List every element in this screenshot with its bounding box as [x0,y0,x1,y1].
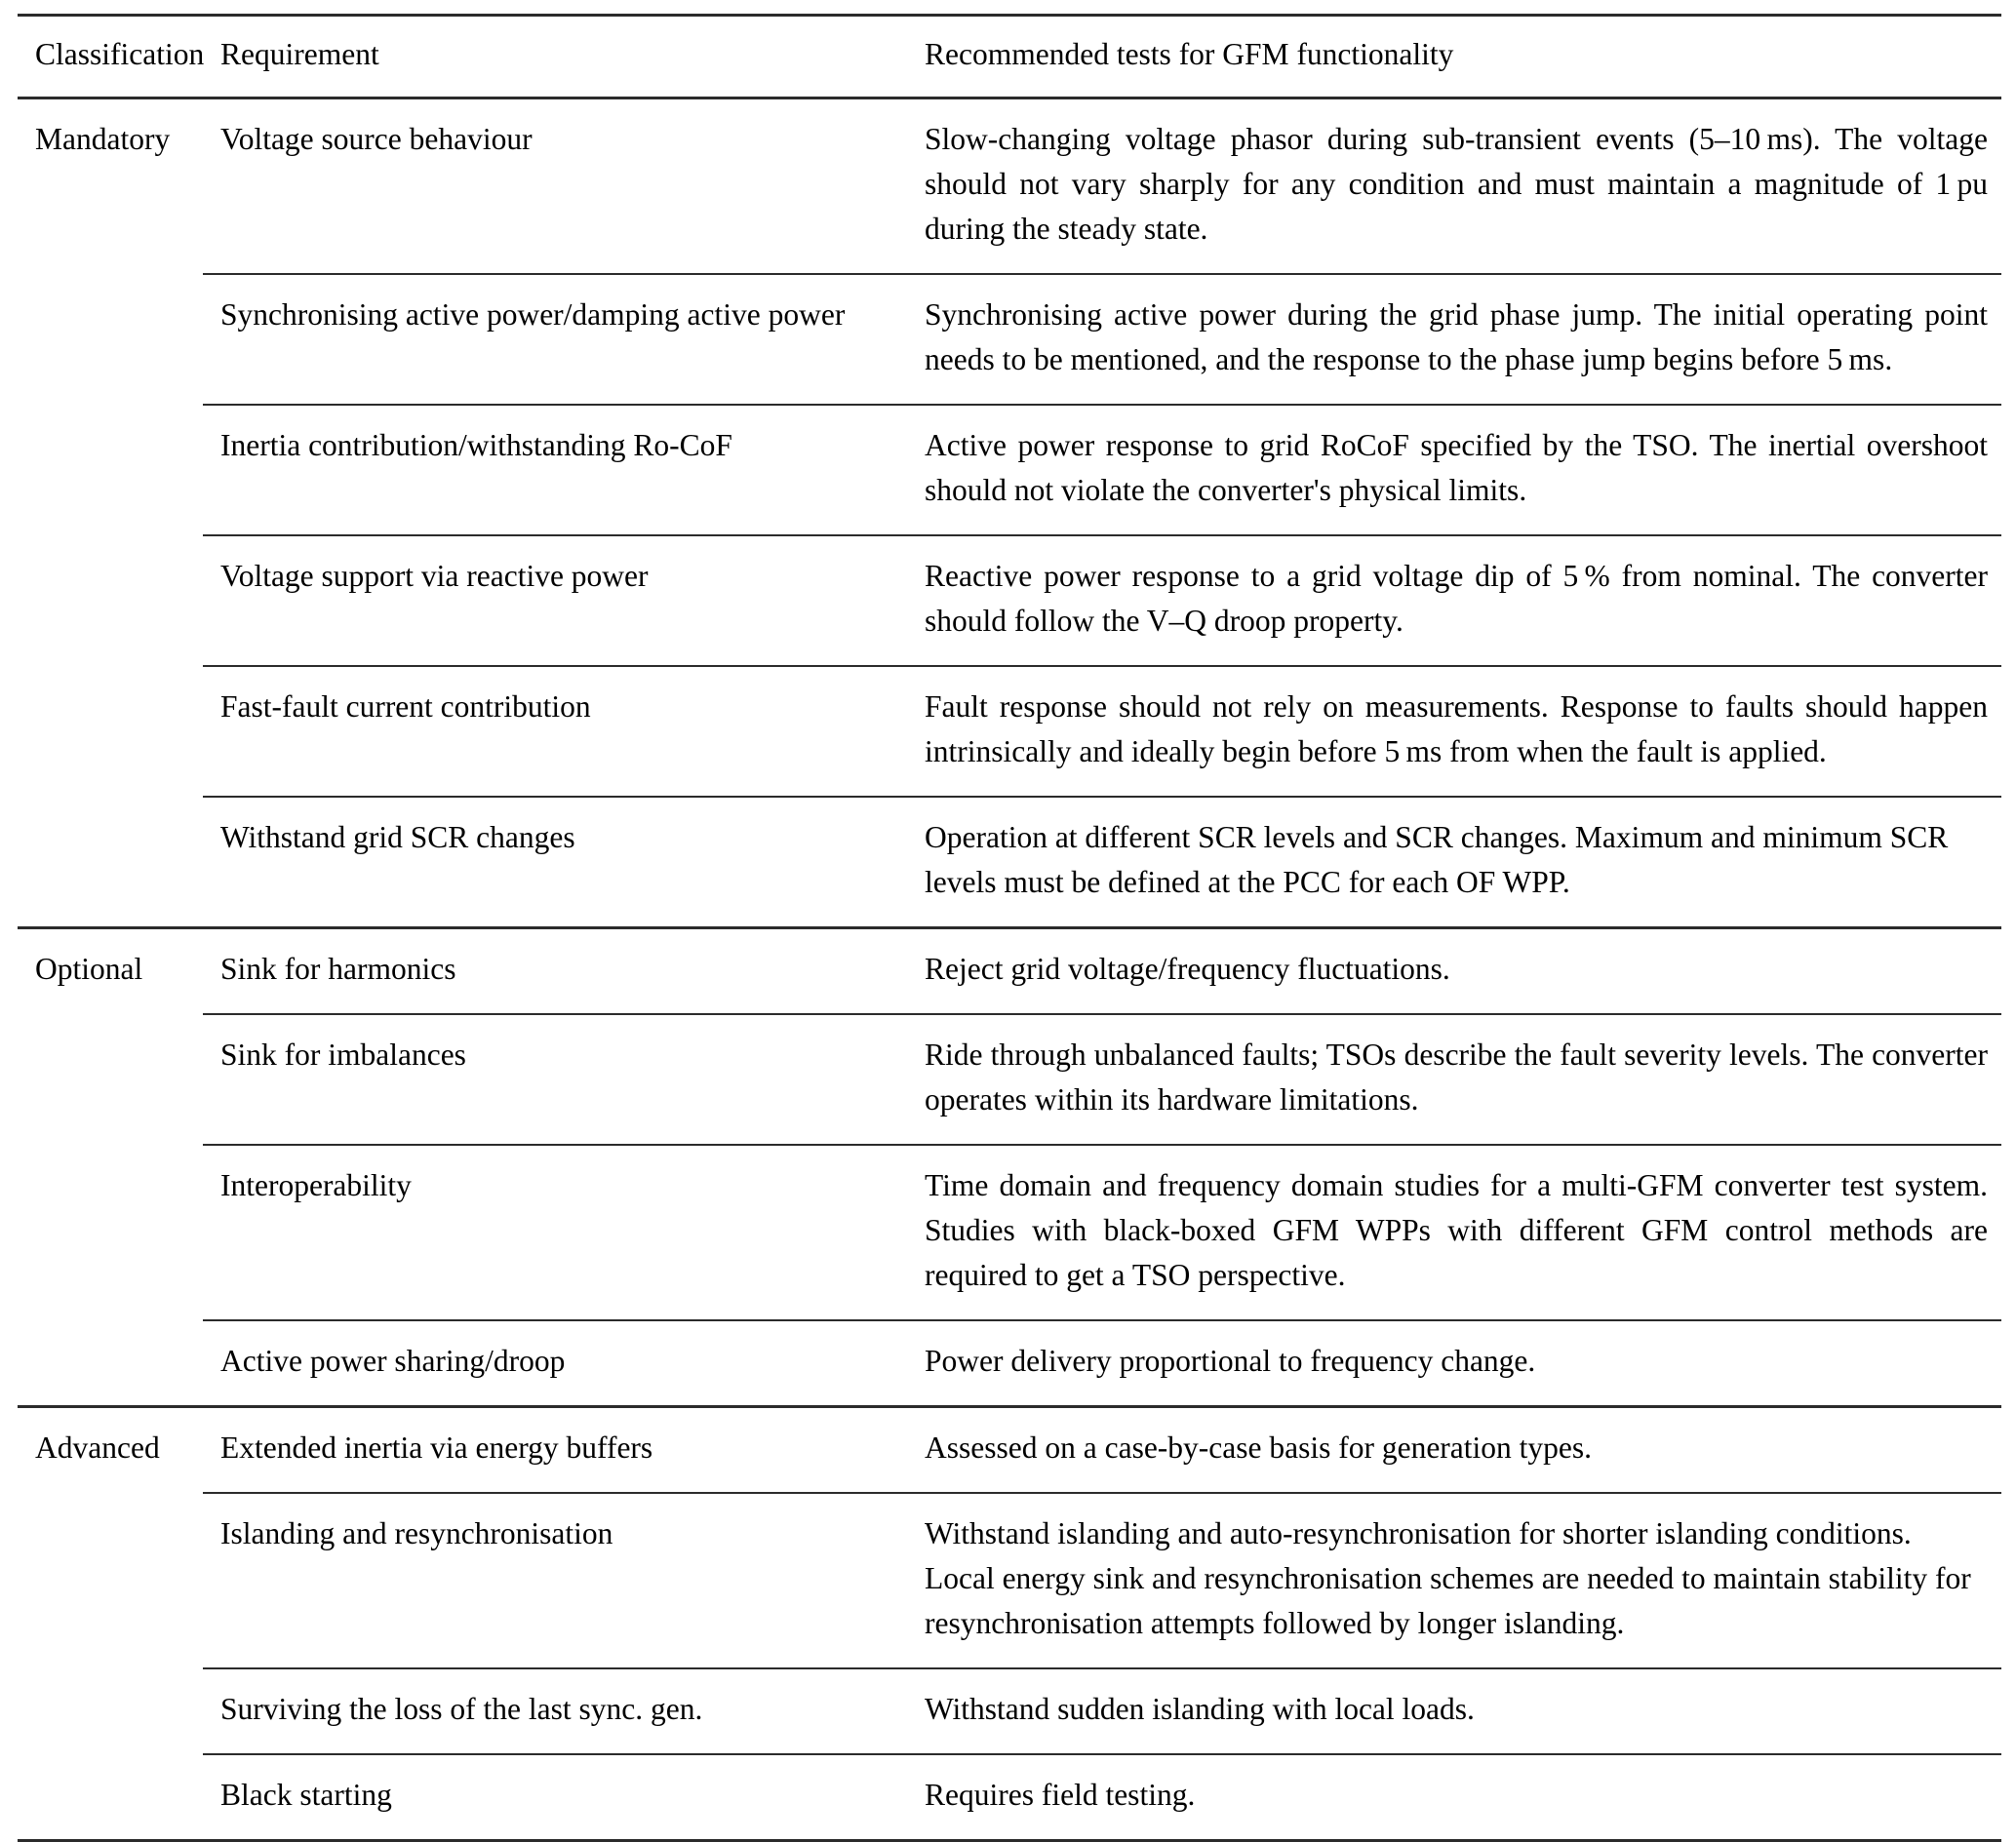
requirement-cell: Fast-fault current contribution [203,666,903,797]
classification-spacer [18,1014,203,1145]
table-row [18,1320,2001,1406]
test-cell: Requires field testing. [903,1754,2001,1840]
table-row [18,797,2001,927]
test-cell: Synchronising active power during the grid phase jump. The initial operating point needs to be mentioned, and the response to the phase jump begins before 5 ms. [903,274,2001,405]
test-cell: Active power response to grid RoCoF specified by the TSO. The inertial overshoot should not violate the converter's physical limits. [903,405,2001,535]
requirement-cell: Voltage support via reactive power [203,535,903,666]
test-cell: Ride through unbalanced faults; TSOs describe the fault severity levels. The converter operates within its hardware limitations. [903,1014,2001,1145]
test-cell: Reactive power response to a grid voltage dip of 5 % from nominal. The converter should follow the V–Q droop property. [903,535,2001,666]
table-row [18,666,2001,797]
table-body [18,98,2001,1840]
table-container [0,14,2016,1842]
classification-spacer [18,535,203,666]
table-row [18,1014,2001,1145]
test-cell: Withstand sudden islanding with local loads. [903,1668,2001,1754]
classification-spacer [18,1493,203,1668]
requirement-cell: Withstand grid SCR changes [203,797,903,927]
gfm-requirements-table [18,14,2001,1842]
table-row [18,1493,2001,1668]
classification-spacer [18,1668,203,1754]
table-header [18,16,2001,98]
table-row [18,274,2001,405]
group-label-mandatory: Mandatory [18,98,203,273]
table-row [18,1145,2001,1320]
classification-spacer [18,666,203,797]
test-cell: Slow-changing voltage phasor during sub-transient events (5–10 ms). The voltage should not vary sharply for any condition and must maintain a magnitude of 1 pu during the steady state. [903,98,2001,273]
requirement-cell: Synchronising active power/damping active power [203,274,903,405]
requirement-cell: Sink for imbalances [203,1014,903,1145]
requirement-cell: Inertia contribution/withstanding Ro-CoF [203,405,903,535]
test-cell: Power delivery proportional to frequency change. [903,1320,2001,1406]
test-cell: Operation at different SCR levels and SCR changes. Maximum and minimum SCR levels must be defined at the PCC for each OF WPP. [903,797,2001,927]
column-header-requirement: Requirement [203,16,903,98]
header-row [18,16,2001,98]
requirement-cell: Voltage source behaviour [203,98,903,273]
classification-spacer [18,1754,203,1840]
classification-spacer [18,405,203,535]
test-cell: Withstand islanding and auto-resynchronisation for shorter islanding conditions. Local energy sink and resynchronisation schemes are needed to maintain stability for resynchronisation attempts followed by longer islanding. [903,1493,2001,1668]
test-cell: Reject grid voltage/frequency fluctuations. [903,927,2001,1013]
table-row [18,535,2001,666]
classification-spacer [18,1320,203,1406]
table-row [18,1406,2001,1492]
classification-spacer [18,1145,203,1320]
group-label-advanced: Advanced [18,1406,203,1492]
classification-spacer [18,797,203,927]
requirement-cell: Sink for harmonics [203,927,903,1013]
column-header-classification: Classification [18,16,203,98]
table-row [18,1668,2001,1754]
table-row [18,405,2001,535]
classification-spacer [18,274,203,405]
table-row [18,1754,2001,1840]
requirement-cell: Black starting [203,1754,903,1840]
table-row [18,98,2001,273]
requirement-cell: Interoperability [203,1145,903,1320]
table-row [18,927,2001,1013]
requirement-cell: Extended inertia via energy buffers [203,1406,903,1492]
requirement-cell: Islanding and resynchronisation [203,1493,903,1668]
test-cell: Time domain and frequency domain studies for a multi-GFM converter test system. Studies with black-boxed GFM WPPs with different GFM control methods are required to get a TSO perspective. [903,1145,2001,1320]
test-cell: Fault response should not rely on measurements. Response to faults should happen intrinsically and ideally begin before 5 ms from when the fault is applied. [903,666,2001,797]
column-header-tests: Recommended tests for GFM functionality [903,16,2001,98]
test-cell: Assessed on a case-by-case basis for generation types. [903,1406,2001,1492]
requirement-cell: Surviving the loss of the last sync. gen. [203,1668,903,1754]
requirement-cell: Active power sharing/droop [203,1320,903,1406]
group-label-optional: Optional [18,927,203,1013]
